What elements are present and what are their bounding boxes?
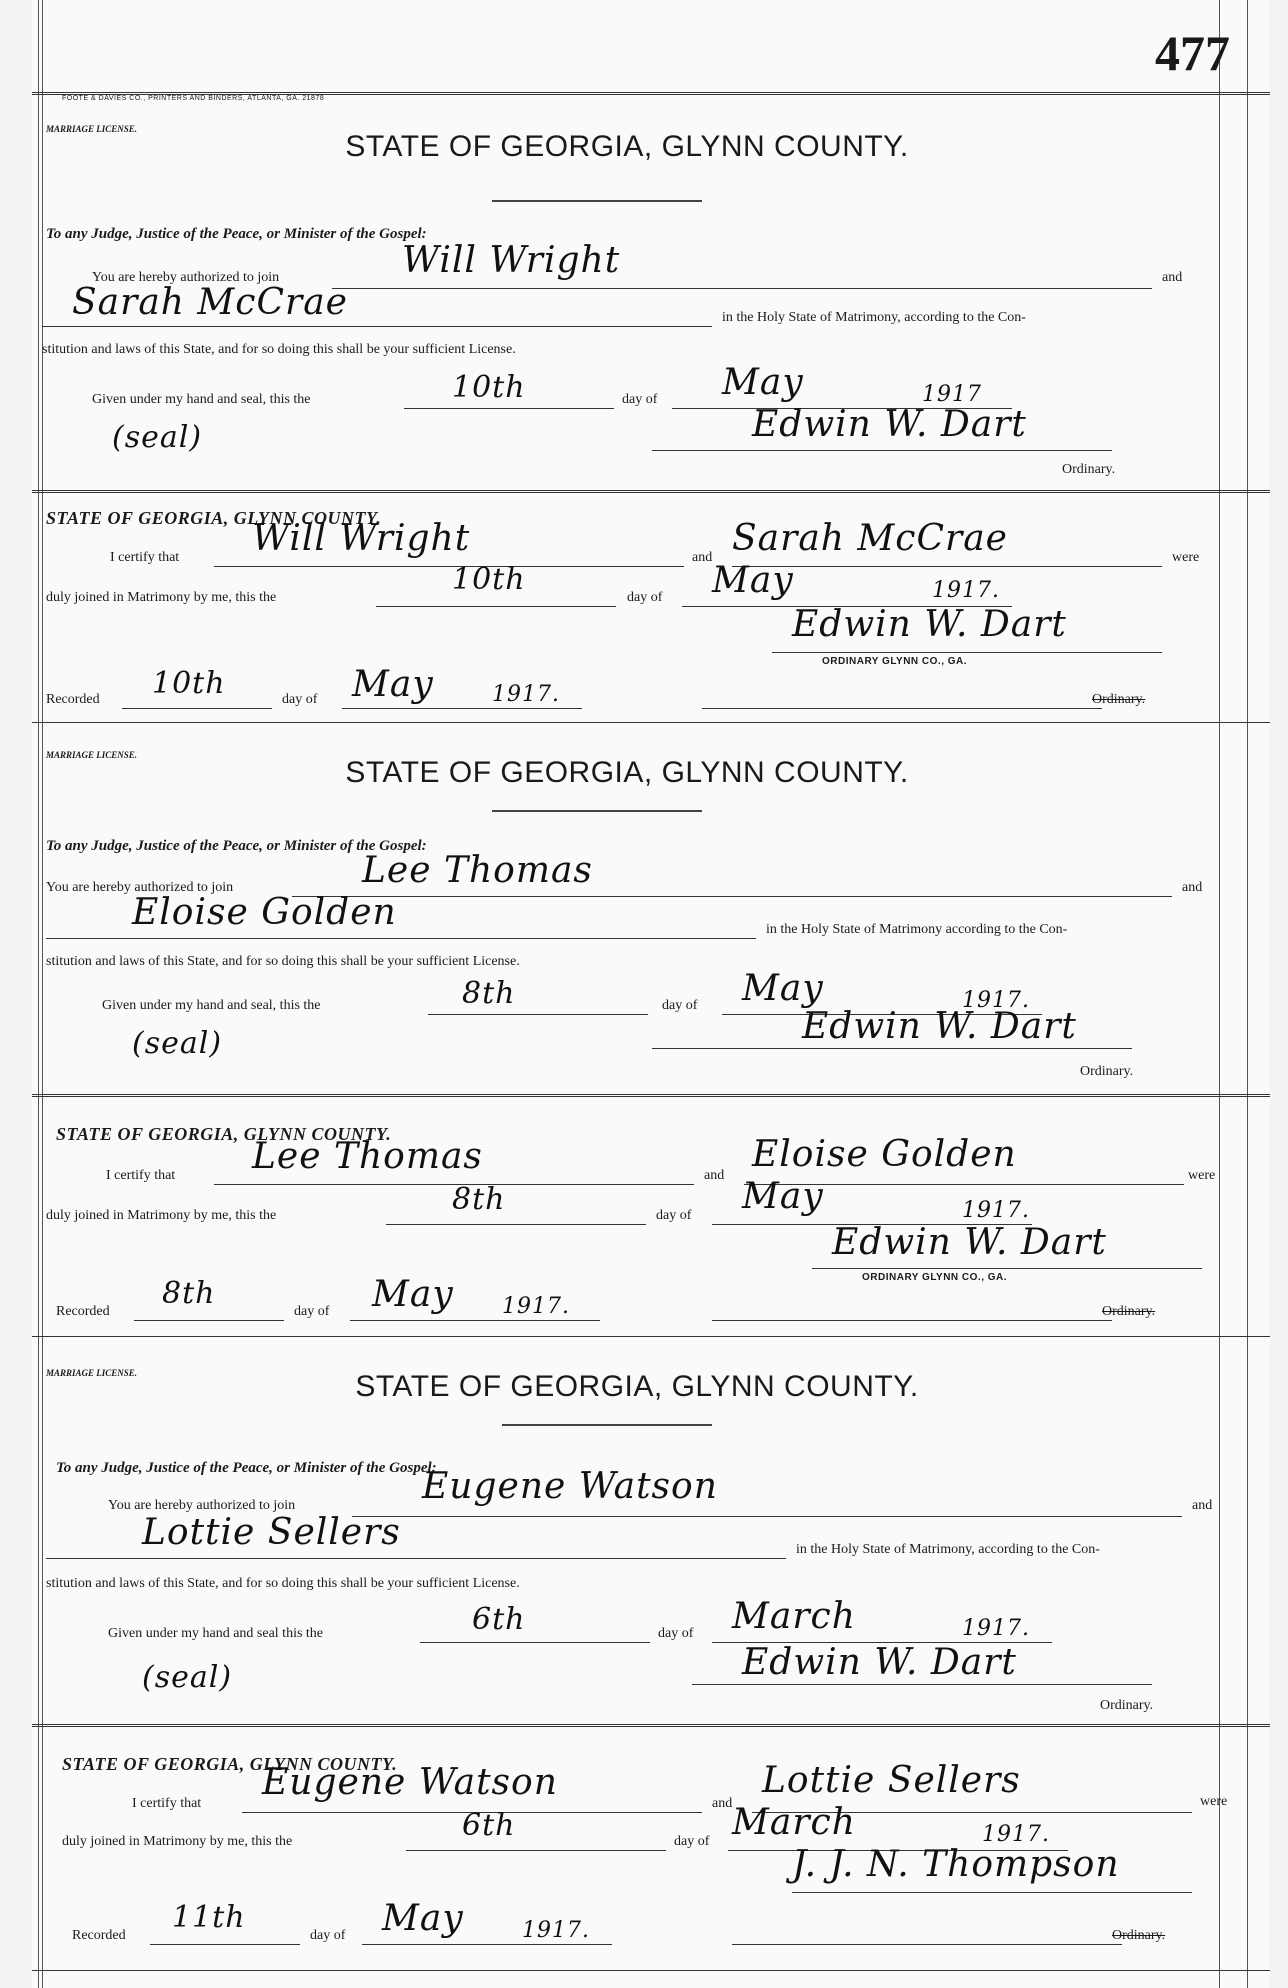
recorded-month: May (382, 1898, 464, 1939)
license-year: 1917 (922, 382, 982, 407)
ordinary-signature: Edwin W. Dart (802, 1006, 1077, 1047)
recorded-text: Recorded (46, 692, 100, 707)
groom-name: Eugene Watson (422, 1466, 718, 1507)
bride-fill-line (42, 326, 712, 327)
groom-fill-line (292, 896, 1172, 897)
duly-joined-text: duly joined in Matrimony by me, this the (62, 1834, 293, 1849)
ordinary-signature-line (692, 1684, 1152, 1685)
cert-and-text: and (712, 1796, 733, 1811)
heading-rule (502, 1424, 712, 1426)
register-page (32, 0, 1270, 1988)
constitution-text: stitution and laws of this State, and for so doing this shall be your sufficient License. (46, 1576, 520, 1591)
license-day-fill (404, 408, 614, 409)
record-3-divider (32, 1724, 1270, 1727)
bride-name: Lottie Sellers (142, 1512, 401, 1553)
recorded-month: May (372, 1274, 454, 1315)
cert-year: 1917. (932, 578, 1000, 603)
seal-mark: (seal) (132, 1026, 223, 1061)
license-day: 6th (472, 1602, 526, 1637)
heading-rule (492, 200, 702, 202)
bride-name: Eloise Golden (132, 892, 397, 933)
recorded-ordinary-label: Ordinary. (1092, 692, 1146, 707)
ordinary-label: Ordinary. (1080, 1064, 1134, 1079)
license-heading: STATE OF GEORGIA, GLYNN COUNTY. (355, 1370, 919, 1403)
recorded-ordinary-label: Ordinary. (1102, 1304, 1156, 1319)
record-2-end-rule (32, 1336, 1270, 1337)
and-text: and (1192, 1498, 1213, 1513)
cert-bride-name: Lottie Sellers (762, 1760, 1021, 1801)
officiant-line (772, 652, 1162, 653)
cert-and-text: and (692, 550, 713, 565)
license-month: May (742, 968, 824, 1009)
recorded-year: 1917. (522, 1918, 590, 1943)
certificate-heading: STATE OF GEORGIA, GLYNN COUNTY. (62, 1754, 398, 1774)
cert-bride-name: Sarah McCrae (732, 518, 1008, 559)
recorded-day-fill (150, 1944, 300, 1945)
cert-month: May (742, 1176, 824, 1217)
license-year: 1917. (962, 988, 1030, 1013)
were-text: were (1172, 550, 1200, 565)
license-day: 10th (452, 370, 526, 405)
marriage-license-label: MARRIAGE LICENSE. (46, 1368, 138, 1378)
recorded-day-fill (134, 1320, 284, 1321)
license-heading: STATE OF GEORGIA, GLYNN COUNTY. (345, 130, 909, 163)
to-any-judge-line: To any Judge, Justice of the Peace, or Minister of the Gospel: (46, 838, 427, 854)
constitution-text: stitution and laws of this State, and for so doing this shall be your sufficient License. (42, 342, 516, 357)
officiant-signature: J. J. N. Thompson (792, 1844, 1120, 1885)
marriage-license-label: MARRIAGE LICENSE. (46, 750, 138, 760)
ordinary-signature-line (652, 1048, 1132, 1049)
cert-day-of-text: day of (656, 1208, 692, 1223)
ordinary-stamp: ORDINARY GLYNN CO., GA. (862, 1272, 1008, 1283)
groom-fill-line (352, 1516, 1182, 1517)
page-number: 477 (1155, 25, 1230, 81)
certificate-heading: STATE OF GEORGIA, GLYNN COUNTY. (46, 508, 382, 528)
cert-day: 8th (452, 1182, 506, 1217)
license-day-fill (420, 1642, 650, 1643)
cert-groom-name: Will Wright (252, 518, 471, 559)
recorded-text: Recorded (72, 1928, 126, 1943)
certify-text: I certify that (106, 1168, 176, 1183)
left-binding-line-2 (42, 0, 43, 1988)
left-binding-line (38, 0, 39, 1988)
recorded-day: 8th (162, 1276, 216, 1311)
duly-joined-text: duly joined in Matrimony by me, this the (46, 590, 277, 605)
record-1-end-rule (32, 722, 1270, 723)
ordinary-signature: Edwin W. Dart (752, 404, 1027, 445)
recorded-day: 10th (152, 666, 226, 701)
seal-mark: (seal) (142, 1660, 233, 1695)
record-2-divider (32, 1094, 1270, 1097)
recorded-ordinary-label: Ordinary. (1112, 1928, 1166, 1943)
recorded-year: 1917. (502, 1294, 570, 1319)
cert-day-of-text: day of (627, 590, 663, 605)
seal-mark: (seal) (112, 420, 203, 455)
ordinary-signature: Edwin W. Dart (742, 1642, 1017, 1683)
officiant-line (792, 1892, 1192, 1893)
given-text: Given under my hand and seal, this the (92, 392, 311, 407)
cert-year: 1917. (982, 1822, 1050, 1847)
top-rule (32, 92, 1270, 95)
printer-line: FOOTE & DAVIES CO., PRINTERS AND BINDERS, ATLANTA, GA. 21878 (62, 95, 325, 102)
groom-name: Lee Thomas (362, 850, 593, 891)
heading-rule (492, 810, 702, 812)
cert-and-text: and (704, 1168, 725, 1183)
cert-bride-name: Eloise Golden (752, 1134, 1017, 1175)
and-text: and (1162, 270, 1183, 285)
ordinary-signature-line (652, 450, 1112, 451)
holy-state-text: in the Holy State of Matrimony, according to the Con- (796, 1542, 1100, 1557)
cert-day: 10th (452, 562, 526, 597)
license-day-fill (428, 1014, 648, 1015)
authorized-text: You are hereby authorized to join (108, 1498, 296, 1513)
cert-bride-fill (732, 566, 1162, 567)
groom-fill-line (332, 288, 1152, 289)
and-text: and (1182, 880, 1203, 895)
authorized-text: You are hereby authorized to join (46, 880, 234, 895)
bride-fill-line (46, 938, 756, 939)
given-text: Given under my hand and seal, this the (102, 998, 321, 1013)
were-text: were (1188, 1168, 1216, 1183)
recorded-day: 11th (172, 1900, 246, 1935)
recorded-text: Recorded (56, 1304, 110, 1319)
license-day: 8th (462, 976, 516, 1011)
record-1-divider (32, 490, 1270, 493)
were-text: were (1200, 1794, 1228, 1809)
bride-name: Sarah McCrae (72, 282, 348, 323)
holy-state-text: in the Holy State of Matrimony according to the Con- (766, 922, 1068, 937)
license-month: March (732, 1596, 856, 1637)
recorded-month-fill (342, 708, 582, 709)
day-of-text: day of (658, 1626, 694, 1641)
bride-fill-line (46, 1558, 786, 1559)
cert-groom-name: Eugene Watson (262, 1762, 558, 1803)
recorded-day-of-text: day of (294, 1304, 330, 1319)
cert-groom-fill (214, 566, 684, 567)
recorded-day-fill (122, 708, 272, 709)
right-edge-line (1247, 0, 1248, 1988)
certify-text: I certify that (110, 550, 180, 565)
cert-day-of-text: day of (674, 1834, 710, 1849)
certificate-heading: STATE OF GEORGIA, GLYNN COUNTY. (56, 1124, 392, 1144)
cert-day: 6th (462, 1808, 516, 1843)
cert-day-fill (376, 606, 616, 607)
license-heading: STATE OF GEORGIA, GLYNN COUNTY. (345, 756, 909, 789)
cert-day-fill (386, 1224, 646, 1225)
day-of-text: day of (662, 998, 698, 1013)
to-any-judge-line: To any Judge, Justice of the Peace, or Minister of the Gospel: (46, 226, 427, 242)
license-month: May (722, 362, 804, 403)
recorded-month: May (352, 664, 434, 705)
certify-text: I certify that (132, 1796, 202, 1811)
recorded-month-fill (362, 1944, 612, 1945)
recorded-ordinary-line (712, 1320, 1112, 1321)
license-year: 1917. (962, 1616, 1030, 1641)
ordinary-label: Ordinary. (1100, 1698, 1154, 1713)
recorded-ordinary-line (732, 1944, 1122, 1945)
given-text: Given under my hand and seal this the (108, 1626, 324, 1641)
officiant-line (812, 1268, 1202, 1269)
authorized-text: You are hereby authorized to join (92, 270, 280, 285)
cert-day-fill (406, 1850, 666, 1851)
cert-groom-name: Lee Thomas (252, 1136, 483, 1177)
groom-name: Will Wright (402, 240, 621, 281)
cert-year: 1917. (962, 1198, 1030, 1223)
right-margin-line (1219, 0, 1220, 1988)
ordinary-stamp: ORDINARY GLYNN CO., GA. (822, 656, 968, 667)
ordinary-label: Ordinary. (1062, 462, 1116, 477)
to-any-judge-line: To any Judge, Justice of the Peace, or Minister of the Gospel: (56, 1460, 437, 1476)
cert-month: May (712, 560, 794, 601)
recorded-year: 1917. (492, 682, 560, 707)
holy-state-text: in the Holy State of Matrimony, according to the Con- (722, 310, 1026, 325)
bottom-rule (32, 1970, 1270, 1971)
day-of-text: day of (622, 392, 658, 407)
recorded-month-fill (350, 1320, 600, 1321)
cert-month: March (732, 1802, 856, 1843)
officiant-signature: Edwin W. Dart (792, 604, 1067, 645)
officiant-signature: Edwin W. Dart (832, 1222, 1107, 1263)
recorded-day-of-text: day of (310, 1928, 346, 1943)
recorded-day-of-text: day of (282, 692, 318, 707)
recorded-ordinary-line (702, 708, 1102, 709)
marriage-license-label: MARRIAGE LICENSE. (46, 124, 138, 134)
constitution-text: stitution and laws of this State, and for so doing this shall be your sufficient License. (46, 954, 520, 969)
duly-joined-text: duly joined in Matrimony by me, this the (46, 1208, 277, 1223)
